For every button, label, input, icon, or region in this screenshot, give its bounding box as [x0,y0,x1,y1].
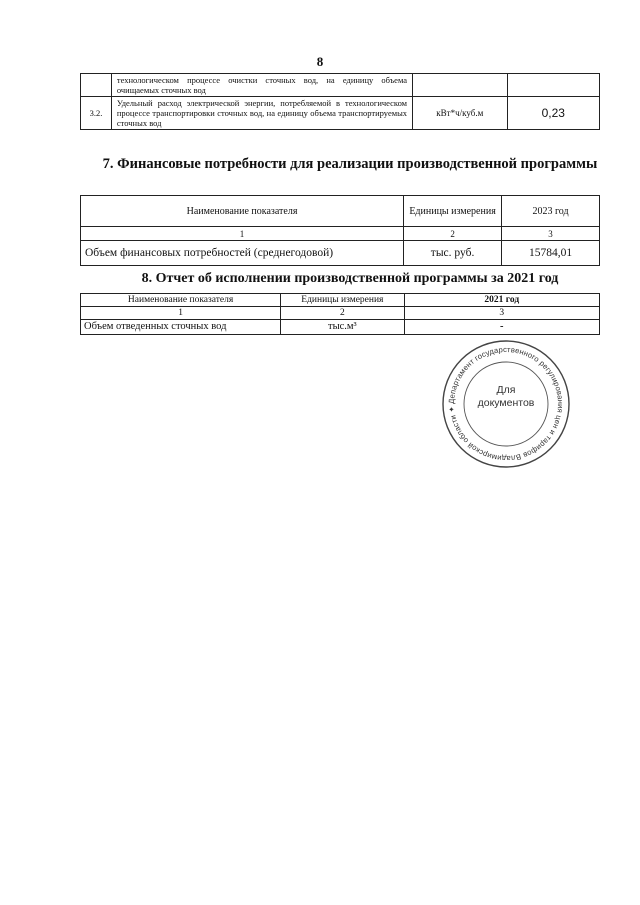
stamp-ring-text: Департамент государственного регулирования цен и тарифов Владимирской области ✦ [446,344,566,464]
row-unit: кВт*ч/куб.м [413,97,507,130]
row-value [507,74,599,97]
column-number: 1 [81,307,281,320]
column-number: 3 [502,227,600,241]
row-name: Объем отведенных сточных вод [81,320,281,335]
header-year: 2023 год [502,196,600,227]
row-unit [413,74,507,97]
header-name: Наименование показателя [81,294,281,307]
header-unit: Единицы измерения [281,294,404,307]
page-number: 8 [316,54,324,69]
header-name: Наименование показателя [81,196,404,227]
row-description: технологическом процессе очистки сточных вод, на единицу объема очищаемых сточных вод [111,74,412,97]
column-number: 2 [281,307,404,320]
header-unit: Единицы измерения [404,196,502,227]
row-number: 3.2. [81,97,112,130]
column-number: 1 [81,227,404,241]
table-header-row [81,196,600,227]
row-description: Удельный расход электрической энергии, потребляемой в технологическом процессе транспортировки сточных вод, на единицу объема транспортируемых сточных вод [111,97,412,130]
row-value: 0,23 [507,97,599,130]
table-row [81,97,600,130]
table-row [81,241,600,266]
section-8-heading: 8. Отчет об исполнении производственной программы за 2021 год [141,271,559,286]
stamp-center-text [441,384,571,410]
column-number: 2 [404,227,502,241]
column-number-row [81,227,600,241]
financial-needs-table [80,195,600,266]
header-year: 2021 год [404,294,599,307]
stamp-line: документов [477,397,535,409]
row-value: 15784,01 [502,241,600,266]
table-row [81,74,600,97]
row-unit: тыс. руб. [404,241,502,266]
column-number: 3 [404,307,599,320]
table-header-row [81,294,600,307]
indicators-table-continued [80,73,600,130]
table-row [81,320,600,335]
row-name: Объем финансовых потребностей (среднегодовой) [81,241,404,266]
program-report-table [80,293,600,335]
stamp-line: Для [496,384,516,396]
column-number-row [81,307,600,320]
row-unit: тыс.м³ [281,320,404,335]
section-7-heading: 7. Финансовые потребности для реализации производственной программы [102,156,598,172]
row-number [81,74,112,97]
row-value: - [404,320,599,335]
